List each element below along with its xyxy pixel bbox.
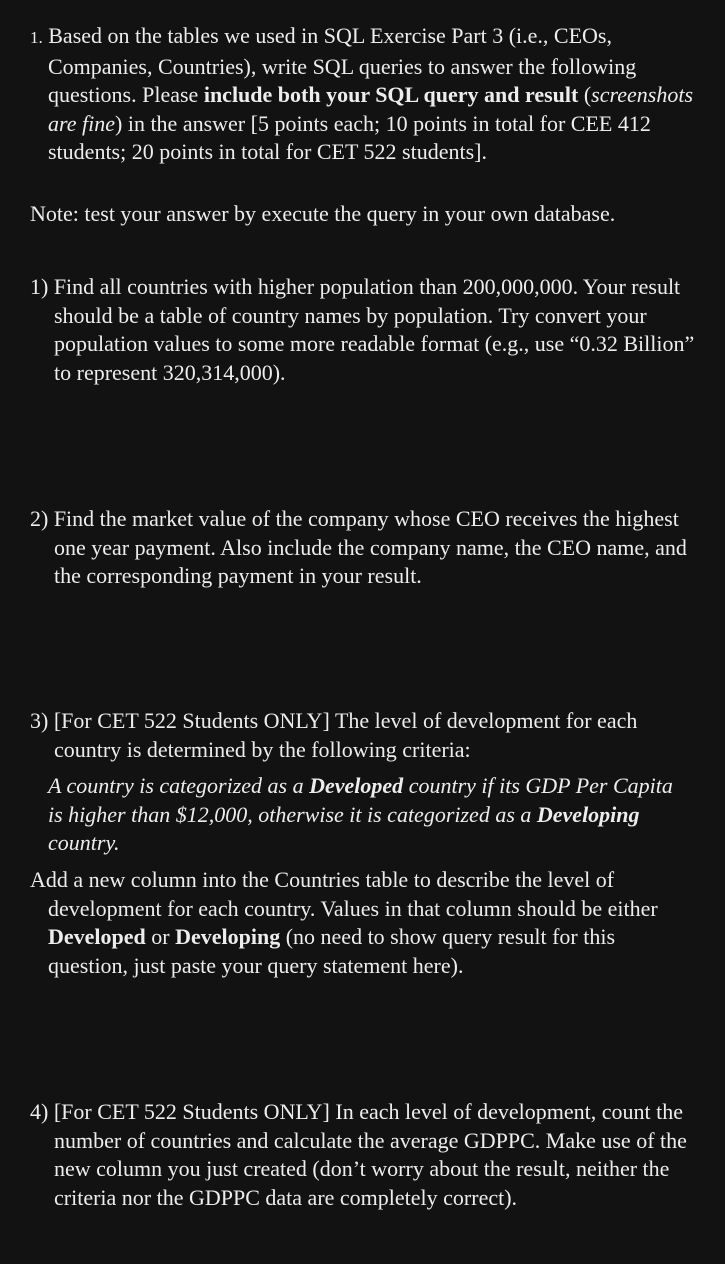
question-3-lead: 3) [For CET 522 Students ONLY] The level of development for each country is determined by the following criteria: bbox=[30, 708, 638, 762]
add-bold-developed: Developed bbox=[48, 924, 146, 950]
criteria-bold-developing: Developing bbox=[536, 801, 640, 827]
criteria-text-3: country. bbox=[48, 830, 120, 856]
add-text-2: or bbox=[145, 924, 176, 950]
criteria-text-1: A country is categorized as a bbox=[48, 773, 310, 798]
criteria-bold-developed: Developed bbox=[309, 773, 404, 798]
question-4: 4) [For CET 522 Students ONLY] In each level of development, count the number of countries and calculate the average GDPPC. Make use of the new column you just created (don’t worry about the result, neither the criteria nor the GDPPC data are completely correct). bbox=[30, 1099, 687, 1210]
question-3-criteria bbox=[0, 772, 725, 858]
intro-text-1: Based on the tables we used in SQL Exercise Part 3 (i.e., CEOs, Companies, Countries), write SQL queries to answer the following questions. Please bbox=[42, 23, 637, 108]
add-text-1: Add a new column into the Countries table to describe the level of development for each country. Values in that column should be either bbox=[30, 867, 658, 921]
intro-text-2: ( bbox=[578, 82, 592, 108]
question-1: 1) Find all countries with higher population than 200,000,000. Your result should be a table of country names by population. Try convert your population values to some more readable format (e.g., use “0.32 Billion” to represent 320,314,000). bbox=[30, 274, 695, 385]
question-3-instruction bbox=[0, 866, 725, 980]
intro-number: 1. bbox=[30, 28, 43, 47]
intro-italic-1: screenshots are fine bbox=[48, 82, 694, 136]
add-bold-developing: Developing bbox=[175, 924, 281, 950]
intro-paragraph bbox=[0, 22, 725, 167]
add-text-3: (no need to show query result for this question, just paste your query statement here). bbox=[48, 924, 616, 978]
question-2: 2) Find the market value of the company whose CEO receives the highest one year payment. Also include the company name, the CEO name, and the corresponding payment in your result. bbox=[30, 506, 687, 589]
intro-text-3: ) in the answer [5 points each; 10 points in total for CEE 412 students; 20 points in total for CET 522 students]. bbox=[48, 110, 651, 165]
criteria-text-2: country if its GDP Per Capita is higher than $12,000, otherwise it is categorized as a bbox=[48, 773, 673, 827]
note-paragraph: Note: test your answer by execute the query in your own database. bbox=[30, 201, 616, 226]
intro-bold-1: include both your SQL query and result bbox=[203, 82, 579, 108]
